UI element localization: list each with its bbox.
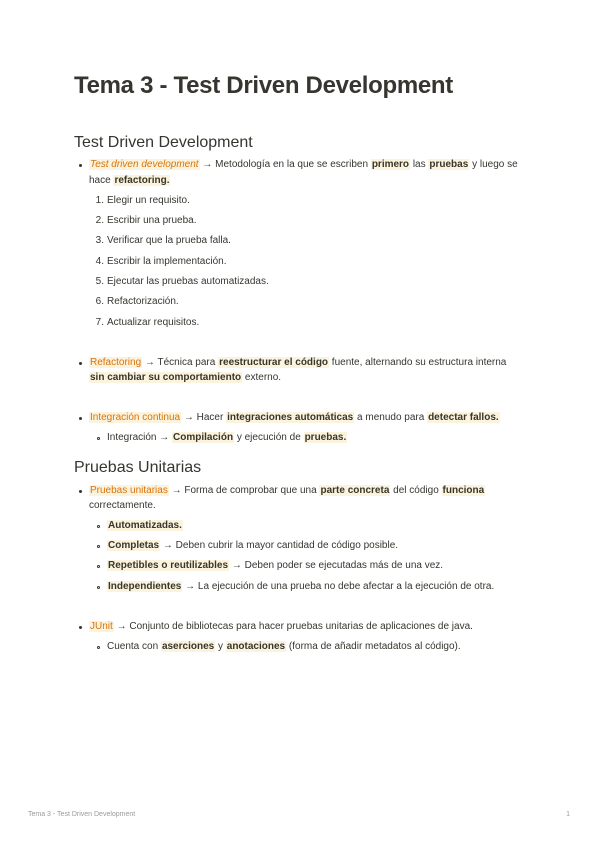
ci-subitem: Integración → Compilación y ejecución de pruebas. [107, 432, 347, 443]
step-number: 6. [95, 296, 104, 307]
refactoring-definition-line2: sin cambiar su comportamiento externo. [90, 372, 282, 383]
bullet-dot [79, 164, 82, 167]
section-heading-tdd: Test Driven Development [74, 134, 253, 151]
term-unit-tests: Pruebas unitarias [90, 485, 168, 496]
refactoring-definition: Refactoring → Técnica para reestructurar el código fuente, alternando su estructura interna [90, 357, 507, 368]
list-item: Verificar que la prueba falla. [107, 235, 231, 246]
bullet-dot [79, 490, 82, 493]
list-item: Ejecutar las pruebas automatizadas. [107, 276, 269, 287]
sub-bullet-circle [97, 565, 100, 568]
sub-bullet-circle [97, 545, 100, 548]
bullet-dot [79, 362, 82, 365]
footer-page-number: 1 [566, 811, 570, 818]
list-item: Elegir un requisito. [107, 195, 190, 206]
tdd-definition: Test driven development → Metodología en la que se escriben primero las pruebas y luego se [90, 159, 518, 170]
sub-bullet-circle [97, 437, 100, 440]
step-number: 4. [95, 256, 104, 267]
junit-definition: JUnit → Conjunto de bibliotecas para hacer pruebas unitarias de aplicaciones de java. [90, 621, 473, 632]
unit-subitem: Independientes → La ejecución de una prueba no debe afectar a la ejecución de otra. [108, 581, 495, 592]
sub-bullet-circle [97, 586, 100, 589]
unit-definition: Pruebas unitarias → Forma de comprobar que una parte concreta del código funciona [90, 485, 485, 496]
term-ci: Integración continua [90, 412, 181, 423]
footer-title: Tema 3 - Test Driven Development [28, 811, 136, 818]
unit-definition-line2: correctamente. [89, 500, 156, 511]
step-number: 2. [95, 215, 104, 226]
ci-definition: Integración continua → Hacer integraciones automáticas a menudo para detectar fallos. [90, 412, 499, 423]
step-number: 3. [95, 235, 104, 246]
term-refactoring: Refactoring [90, 357, 142, 368]
sub-bullet-circle [97, 646, 100, 649]
step-number: 1. [95, 195, 104, 206]
step-number: 7. [95, 317, 104, 328]
list-item: Actualizar requisitos. [107, 317, 200, 328]
unit-subitem: Automatizadas. [108, 520, 182, 531]
unit-subitem: Completas → Deben cubrir la mayor cantidad de código posible. [108, 540, 399, 551]
sub-bullet-circle [97, 525, 100, 528]
tdd-definition-line2: hace refactoring. [89, 175, 170, 186]
step-number: 5. [95, 276, 104, 287]
bullet-dot [79, 417, 82, 420]
bullet-dot [79, 626, 82, 629]
junit-subitem: Cuenta con aserciones y anotaciones (forma de añadir metadatos al código). [107, 641, 461, 652]
unit-subitem: Repetibles o reutilizables → Deben poder se ejecutadas más de una vez. [108, 560, 444, 571]
term-tdd: Test driven development [90, 159, 199, 170]
term-junit: JUnit [90, 621, 113, 632]
section-heading-unit: Pruebas Unitarias [74, 459, 202, 476]
list-item: Escribir una prueba. [107, 215, 197, 226]
list-item: Escribir la implementación. [107, 256, 227, 267]
list-item: Refactorización. [107, 296, 179, 307]
page-title: Tema 3 - Test Driven Development [74, 72, 453, 99]
